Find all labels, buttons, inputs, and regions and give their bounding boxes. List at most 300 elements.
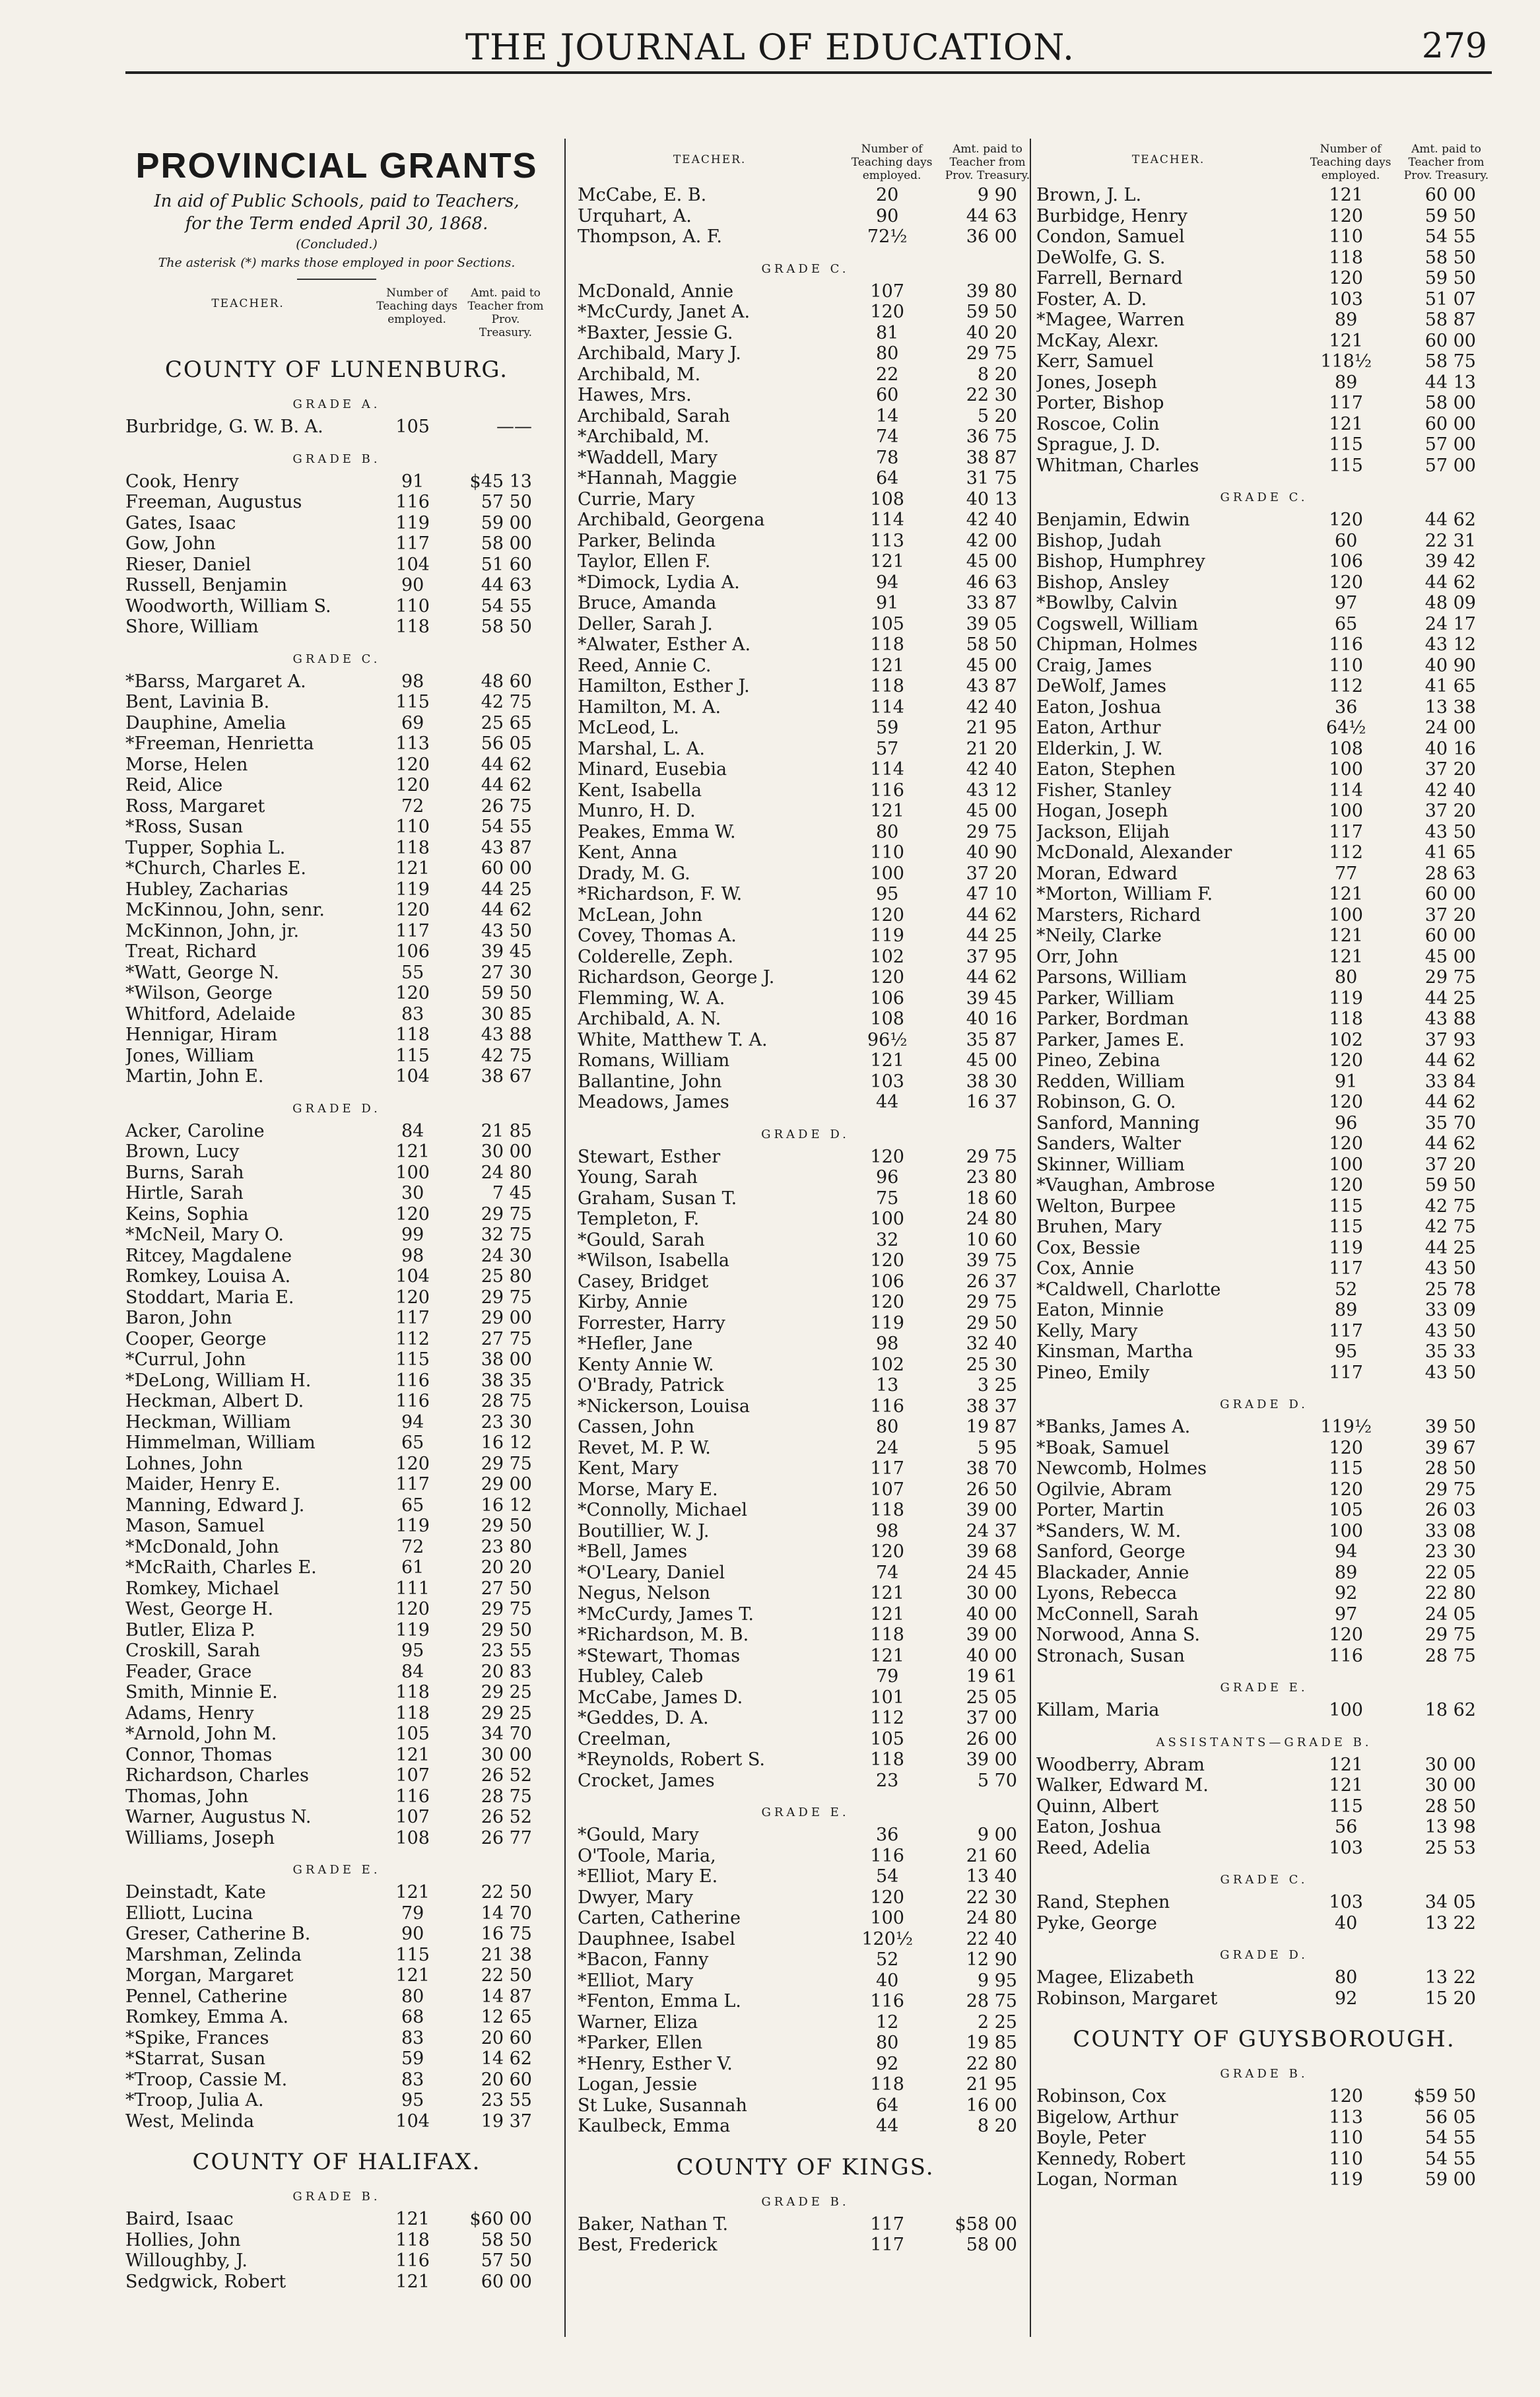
teaching-days: 100 — [1329, 759, 1363, 780]
teaching-days: 97 — [1335, 1604, 1358, 1625]
teaching-days: 110 — [1329, 2148, 1363, 2169]
amount-paid: 36 75 — [966, 426, 1017, 447]
amount-paid: 29 50 — [966, 1312, 1017, 1334]
column-2-entries — [578, 185, 1033, 2256]
teacher-name: Graham, Susan T. — [578, 1188, 737, 1209]
teaching-days: 116 — [395, 1391, 430, 1411]
teacher-name: McDonald, Alexander — [1036, 842, 1232, 863]
teacher-name: Newcomb, Holmes — [1036, 1458, 1207, 1479]
teacher-row — [1036, 1500, 1492, 1521]
teacher-name: Sanders, Walter — [1036, 1133, 1182, 1154]
amount-paid: 21 60 — [966, 1845, 1017, 1866]
teacher-name: Hollies, John — [125, 2229, 241, 2250]
teacher-name: Cassen, John — [578, 1417, 694, 1437]
teaching-days: 83 — [401, 1003, 424, 1025]
teacher-name: *Bell, James — [578, 1541, 688, 1562]
teacher-row — [578, 1375, 1033, 1396]
teaching-days: 121 — [395, 1744, 430, 1765]
teaching-days: 120 — [1329, 1092, 1363, 1112]
grade-heading: GRADE C. — [761, 261, 850, 276]
teaching-days: 117 — [1329, 1258, 1363, 1279]
teacher-name: *Gould, Sarah — [578, 1229, 705, 1250]
amount-paid: 26 03 — [1424, 1500, 1476, 1520]
teacher-name: Eaton, Minnie — [1036, 1300, 1164, 1320]
teacher-name: Richardson, George J. — [578, 967, 775, 988]
teacher-row — [1036, 1071, 1492, 1093]
amount-paid: 24 80 — [966, 1209, 1017, 1229]
teaching-days: 89 — [1335, 1562, 1358, 1583]
teaching-days: 91 — [876, 593, 899, 613]
teacher-row — [125, 1495, 548, 1516]
teacher-row — [578, 1604, 1033, 1625]
teacher-name: Baker, Nathan T. — [578, 2213, 729, 2235]
amount-paid: 24 45 — [966, 1562, 1017, 1583]
amount-paid: 29 25 — [481, 1682, 532, 1703]
teaching-days: 105 — [395, 1724, 430, 1744]
amount-paid: 30 00 — [1424, 1775, 1476, 1796]
amount-paid: 39 67 — [1424, 1437, 1476, 1458]
teacher-row — [125, 983, 548, 1004]
amount-paid: 23 30 — [1424, 1541, 1476, 1562]
teaching-days: 115 — [1329, 455, 1363, 476]
teacher-name: DeWolf, James — [1036, 676, 1166, 696]
teacher-row — [578, 551, 1033, 572]
concluded-note: (Concluded.) — [296, 237, 378, 252]
teacher-name: Cooper, George — [125, 1328, 267, 1349]
amount-paid: 60 00 — [1424, 413, 1476, 434]
teacher-row — [578, 1313, 1033, 1334]
teaching-days: 120 — [870, 1541, 904, 1562]
amount-paid: 16 00 — [966, 2095, 1017, 2116]
teaching-days: 84 — [401, 1661, 424, 1682]
teaching-days: 110 — [395, 595, 430, 617]
amount-paid: 26 00 — [966, 1728, 1017, 1749]
teaching-days: 121 — [870, 801, 904, 821]
amount-paid: 24 17 — [1424, 613, 1476, 634]
teaching-days: 117 — [1329, 1362, 1363, 1383]
teaching-days: 117 — [1329, 393, 1363, 413]
teacher-name: Feader, Grace — [125, 1661, 252, 1682]
teacher-name: Burbridge, G. W. B. A. — [125, 417, 323, 437]
teacher-row — [1036, 739, 1492, 760]
teacher-name: Farrell, Bernard — [1036, 268, 1183, 288]
teacher-row — [578, 656, 1033, 677]
teacher-row — [578, 822, 1033, 843]
teacher-name: Stewart, Esther — [578, 1146, 721, 1167]
teacher-row — [578, 2033, 1033, 2054]
teacher-row — [1036, 1775, 1492, 1796]
teaching-days: 108 — [1329, 738, 1363, 759]
teaching-days: 119 — [395, 1619, 430, 1640]
teacher-row — [1036, 634, 1492, 656]
amount-paid: 44 13 — [1424, 372, 1476, 393]
teaching-days: 120 — [870, 1146, 904, 1167]
teacher-name: *Morton, William F. — [1036, 884, 1213, 904]
teacher-name: Chipman, Holmes — [1036, 634, 1198, 655]
teacher-row — [125, 879, 548, 900]
teacher-row — [578, 1355, 1033, 1376]
teacher-row — [125, 1308, 548, 1329]
amount-paid: 33 84 — [1424, 1071, 1476, 1092]
teaching-days: 120 — [1329, 1437, 1363, 1458]
teacher-row — [578, 1438, 1033, 1459]
teacher-row — [578, 468, 1033, 489]
teaching-days: 116 — [870, 780, 904, 801]
teaching-days: 120 — [395, 983, 430, 1003]
teacher-row — [125, 2230, 548, 2251]
amount-paid: 40 20 — [966, 322, 1017, 343]
teacher-name: *McNeil, Mary O. — [125, 1225, 284, 1245]
teacher-row — [125, 2048, 548, 2070]
teacher-name: Robinson, G. O. — [1036, 1092, 1176, 1112]
amount-paid: 25 53 — [1424, 1837, 1476, 1858]
amount-paid: 37 20 — [1424, 904, 1476, 926]
amount-paid: 39 00 — [966, 1500, 1017, 1520]
teaching-days: 121 — [395, 1882, 430, 1903]
amount-paid: 8 20 — [977, 364, 1017, 385]
teacher-name: McLean, John — [578, 904, 703, 926]
teacher-name: Eaton, Arthur — [1036, 718, 1161, 738]
teacher-row — [125, 2070, 548, 2091]
teacher-name: Norwood, Anna S. — [1036, 1625, 1200, 1645]
teacher-row — [578, 1687, 1033, 1708]
days-header: Number of Teaching days employed. — [376, 287, 457, 326]
teacher-name: Bishop, Judah — [1036, 530, 1162, 551]
teacher-name: Elderkin, J. W. — [1036, 738, 1163, 759]
teacher-row — [578, 1188, 1033, 1209]
grade-heading: GRADE D. — [761, 1127, 850, 1141]
amount-paid: 22 31 — [1424, 530, 1476, 551]
amount-paid: 44 62 — [966, 904, 1017, 926]
teaching-days: 120 — [870, 302, 904, 322]
paid-header: Amt. paid to Teacher from Prov. Treasury. — [945, 143, 1030, 182]
teacher-row — [1036, 268, 1492, 289]
teaching-days: 114 — [1329, 780, 1363, 801]
teaching-days: 120 — [395, 775, 430, 795]
teacher-row — [578, 302, 1033, 323]
teacher-name: DeWolfe, G. S. — [1036, 247, 1166, 268]
teacher-name: Marsters, Richard — [1036, 904, 1201, 926]
teaching-days: 81 — [876, 322, 899, 343]
teacher-name: Willoughby, J. — [125, 2250, 248, 2271]
amount-paid: 23 30 — [481, 1411, 532, 1433]
teaching-days: 98 — [876, 1334, 899, 1354]
amount-paid: 29 75 — [1424, 967, 1476, 988]
teacher-row — [125, 2111, 548, 2132]
teaching-days: 79 — [876, 1666, 899, 1687]
teacher-name: Heckman, Albert D. — [125, 1391, 304, 1411]
teacher-row — [578, 2012, 1033, 2033]
teacher-row — [1036, 697, 1492, 718]
teaching-days: 102 — [1329, 1029, 1363, 1050]
teaching-days: 115 — [395, 1349, 430, 1370]
teacher-row — [578, 2054, 1033, 2075]
teacher-name: Connor, Thomas — [125, 1744, 273, 1765]
teacher-row — [578, 905, 1033, 926]
teacher-row — [1036, 1009, 1492, 1030]
teaching-days: 92 — [1335, 1583, 1358, 1604]
teacher-row — [125, 1141, 548, 1163]
teaching-days: 72 — [401, 1536, 424, 1557]
teacher-name: Boyle, Peter — [1036, 2128, 1146, 2148]
teacher-row — [1036, 1796, 1492, 1817]
teaching-days: 102 — [870, 946, 904, 967]
teacher-row — [1036, 1438, 1492, 1459]
teaching-days: 80 — [876, 1417, 899, 1437]
teacher-name: McKinnou, John, senr. — [125, 900, 325, 920]
teacher-name: Maider, Henry E. — [125, 1474, 281, 1495]
teacher-name: Dwyer, Mary — [578, 1887, 693, 1908]
amount-paid: 51 60 — [481, 554, 532, 575]
teaching-days: 113 — [395, 733, 430, 754]
amount-paid: 19 61 — [966, 1666, 1017, 1687]
amount-paid: 58 50 — [481, 2229, 532, 2250]
teacher-name: Currie, Mary — [578, 489, 695, 510]
amount-paid: 39 00 — [966, 1625, 1017, 1645]
amount-paid: 57 00 — [1424, 434, 1476, 455]
teacher-row — [125, 692, 548, 713]
teacher-name: *Watt, George N. — [125, 962, 279, 983]
teacher-row — [1036, 248, 1492, 269]
amount-paid: 39 45 — [481, 941, 532, 962]
teacher-name: Jones, Joseph — [1036, 372, 1158, 393]
teaching-days: 120 — [1329, 268, 1363, 288]
teaching-days: 110 — [1329, 655, 1363, 676]
teaching-days: 60 — [1335, 530, 1358, 551]
teacher-name: Boutillier, W. J. — [578, 1520, 710, 1541]
teaching-days: 116 — [1329, 1645, 1363, 1666]
teaching-days: 120 — [870, 1250, 904, 1271]
teacher-row — [578, 1167, 1033, 1188]
amount-paid: 22 80 — [966, 2053, 1017, 2074]
teaching-days: 101 — [870, 1687, 904, 1708]
amount-paid: 37 00 — [966, 1708, 1017, 1728]
teaching-days: 65 — [401, 1495, 424, 1516]
teacher-name: Redden, William — [1036, 1071, 1185, 1092]
amount-paid: 35 87 — [966, 1029, 1017, 1050]
teacher-name: Welton, Burpee — [1036, 1196, 1176, 1217]
teacher-name: Hamilton, M. A. — [578, 696, 721, 718]
teacher-name: Baron, John — [125, 1308, 232, 1328]
teacher-name: Keins, Sophia — [125, 1203, 249, 1225]
teacher-name: Peakes, Emma W. — [578, 821, 736, 842]
teacher-name: Walker, Edward M. — [1036, 1775, 1209, 1796]
teacher-row — [578, 1500, 1033, 1521]
amount-paid: 40 16 — [1424, 738, 1476, 759]
teacher-name: *Hannah, Maggie — [578, 468, 737, 489]
amount-paid: 58 50 — [481, 617, 532, 637]
teaching-days: 118 — [1329, 1009, 1363, 1029]
teacher-name: *Archibald, M. — [578, 426, 710, 447]
teacher-name: Ballantine, John — [578, 1071, 722, 1092]
teacher-name: Ogilvie, Abram — [1036, 1479, 1172, 1500]
amount-paid: 16 37 — [966, 1092, 1017, 1112]
teacher-name: *Reynolds, Robert S. — [578, 1749, 765, 1770]
grade-heading: GRADE D. — [1220, 1948, 1308, 1962]
teaching-days: 78 — [876, 447, 899, 468]
teacher-row — [125, 1225, 548, 1246]
teacher-row — [125, 1329, 548, 1350]
amount-paid: 29 75 — [1424, 1479, 1476, 1500]
teaching-days: 112 — [1329, 842, 1363, 863]
teaching-days: 97 — [1335, 593, 1358, 613]
teacher-name: *Elliot, Mary — [578, 1970, 694, 1991]
teacher-name: Eaton, Joshua — [1036, 1817, 1162, 1837]
amount-paid: 44 62 — [1424, 510, 1476, 530]
teaching-days: 121 — [395, 1965, 430, 1986]
teacher-row — [1036, 884, 1492, 905]
teacher-row — [578, 614, 1033, 635]
teaching-days: 121 — [870, 551, 904, 572]
teacher-row — [1036, 718, 1492, 739]
amount-paid: $60 00 — [469, 2209, 532, 2229]
amount-paid: 40 16 — [966, 1009, 1017, 1029]
teaching-days: 117 — [870, 2213, 904, 2235]
amount-paid: 13 98 — [1424, 1817, 1476, 1837]
teacher-row — [578, 531, 1033, 552]
teacher-row — [1036, 780, 1492, 801]
amount-paid: 43 88 — [1424, 1009, 1476, 1029]
amount-paid: 59 50 — [1424, 1175, 1476, 1196]
amount-paid: 22 30 — [966, 1887, 1017, 1908]
teacher-name: Minard, Eusebia — [578, 759, 727, 780]
teaching-days: 119 — [870, 1312, 904, 1334]
teaching-days: 83 — [401, 2069, 424, 2090]
teaching-days: 118 — [395, 2229, 430, 2250]
teacher-row — [1036, 1563, 1492, 1584]
teacher-name: *Richardson, F. W. — [578, 884, 743, 904]
teaching-days: 44 — [876, 1092, 899, 1112]
grade-heading: GRADE A. — [292, 397, 381, 411]
amount-paid: 27 30 — [481, 962, 532, 983]
teaching-days: 121 — [1329, 926, 1363, 946]
teacher-name: Bruhen, Mary — [1036, 1217, 1162, 1237]
teacher-row — [125, 533, 548, 555]
teacher-name: Kent, Isabella — [578, 780, 702, 801]
teacher-name: West, Melinda — [125, 2110, 255, 2132]
teacher-row — [578, 1209, 1033, 1230]
teaching-days: 56 — [1335, 1817, 1358, 1837]
amount-paid: 28 75 — [481, 1391, 532, 1411]
column-3-entries — [1036, 185, 1492, 2190]
teaching-days: 96 — [876, 1167, 899, 1188]
teacher-name: Kent, Mary — [578, 1458, 679, 1479]
teacher-row — [1036, 926, 1492, 947]
teaching-days: 115 — [1329, 434, 1363, 455]
teacher-name: *Waddell, Mary — [578, 447, 718, 468]
teacher-name: Gates, Isaac — [125, 512, 236, 533]
amount-paid: 26 52 — [481, 1765, 532, 1786]
amount-paid: 29 00 — [481, 1308, 532, 1328]
teaching-days: 121 — [1329, 1775, 1363, 1796]
teacher-name: *Troop, Cassie M. — [125, 2069, 288, 2090]
teacher-row — [125, 1765, 548, 1786]
teacher-name: Acker, Caroline — [125, 1120, 265, 1141]
amount-paid: 58 50 — [1424, 247, 1476, 268]
teaching-days: 119 — [395, 879, 430, 900]
teaching-days: 116 — [395, 1370, 430, 1391]
teaching-days: 72½ — [867, 226, 908, 247]
teacher-name: Bishop, Ansley — [1036, 572, 1170, 593]
teacher-row — [1036, 310, 1492, 331]
teaching-days: 68 — [401, 2007, 424, 2027]
column-1-entries — [125, 356, 548, 2292]
amount-paid: 3 25 — [977, 1375, 1017, 1396]
teacher-row — [578, 1749, 1033, 1771]
teaching-days: 94 — [401, 1411, 424, 1433]
amount-paid: 44 62 — [1424, 1092, 1476, 1112]
teacher-name: Romkey, Michael — [125, 1578, 279, 1599]
amount-paid: 44 63 — [481, 575, 532, 595]
teacher-row — [1036, 1892, 1492, 1913]
amount-paid: 43 88 — [481, 1025, 532, 1045]
teaching-days: 119 — [1329, 1237, 1363, 1258]
teacher-row — [125, 858, 548, 879]
teaching-days: 120 — [1329, 572, 1363, 593]
teacher-row — [125, 471, 548, 492]
teacher-name: *Banks, James A. — [1036, 1417, 1191, 1437]
teacher-row — [1036, 393, 1492, 414]
teacher-row — [578, 634, 1033, 656]
amount-paid: 45 00 — [966, 1050, 1017, 1071]
amount-paid: 30 00 — [481, 1141, 532, 1162]
teacher-name: Porter, Bishop — [1036, 393, 1164, 413]
teaching-days: 65 — [401, 1433, 424, 1453]
teacher-name: *Troop, Julia A. — [125, 2090, 264, 2110]
teacher-row — [125, 1807, 548, 1828]
teaching-days: 119½ — [1320, 1417, 1372, 1437]
amount-paid: 24 30 — [481, 1245, 532, 1266]
amount-paid: 36 00 — [966, 226, 1017, 247]
amount-paid: 9 00 — [977, 1825, 1017, 1845]
teacher-row — [578, 448, 1033, 469]
teacher-header: TEACHER. — [1131, 153, 1205, 166]
teaching-days: 120 — [870, 1887, 904, 1908]
teacher-name: Russell, Benjamin — [125, 575, 288, 595]
amount-paid: 40 00 — [966, 1645, 1017, 1666]
teacher-name: Marshal, L. A. — [578, 738, 705, 759]
teacher-row — [125, 492, 548, 513]
teacher-name: *Church, Charles E. — [125, 858, 306, 879]
teaching-days: 96½ — [867, 1029, 908, 1050]
amount-paid: 54 55 — [1424, 226, 1476, 247]
column-1 — [125, 139, 548, 2292]
amount-paid: 45 00 — [966, 551, 1017, 572]
teacher-name: Quinn, Albert — [1036, 1796, 1159, 1817]
teacher-name: Baird, Isaac — [125, 2209, 234, 2229]
teaching-days: 72 — [401, 795, 424, 817]
teaching-days: 94 — [876, 572, 899, 593]
amount-paid: 23 80 — [481, 1536, 532, 1557]
amount-paid: 58 75 — [1424, 351, 1476, 372]
teacher-row — [125, 755, 548, 776]
teacher-name: Robinson, Margaret — [1036, 1988, 1218, 2009]
teaching-days: 115 — [395, 692, 430, 712]
teaching-days: 116 — [870, 1845, 904, 1866]
amount-paid: 43 50 — [1424, 1320, 1476, 1341]
teacher-row — [1036, 1417, 1492, 1438]
teacher-row — [125, 1682, 548, 1703]
amount-paid: 34 70 — [481, 1724, 532, 1744]
grade-heading: GRADE B. — [1220, 2067, 1308, 2081]
teaching-days: 121 — [870, 1050, 904, 1071]
teacher-row — [578, 1991, 1033, 2012]
amount-paid: 28 75 — [966, 1991, 1017, 2011]
amount-paid: 58 00 — [481, 533, 532, 554]
teaching-days: 119 — [1329, 2169, 1363, 2190]
teacher-row — [578, 1521, 1033, 1542]
teaching-days: 84 — [401, 1120, 424, 1141]
